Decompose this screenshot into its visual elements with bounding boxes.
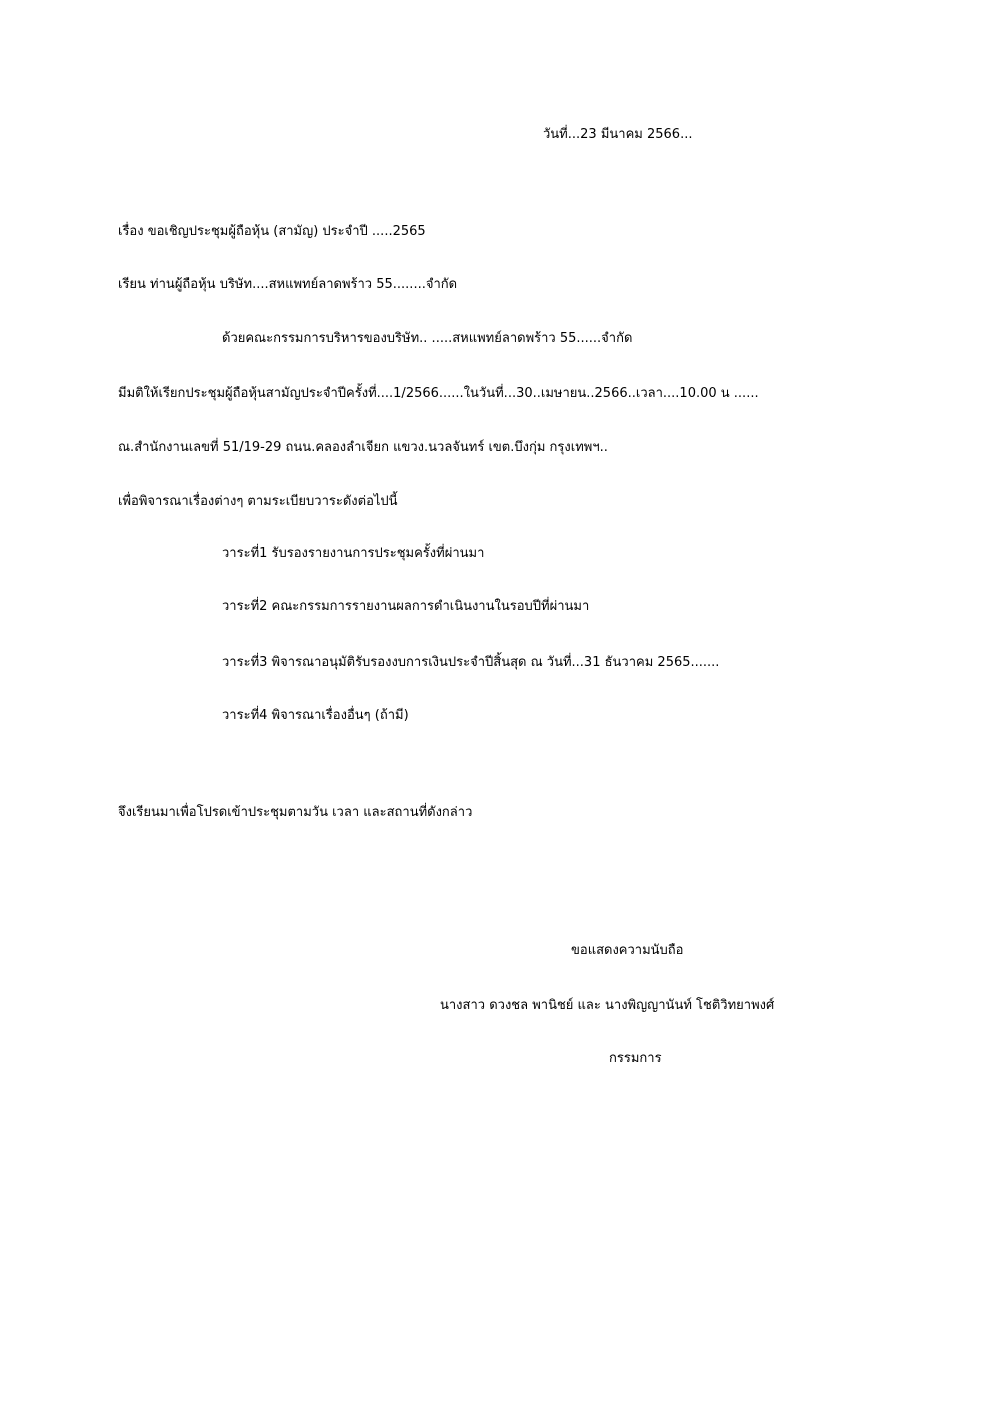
letter-date: วันที่...23 มีนาคม 2566... [543, 127, 693, 142]
agenda-item: วาระที่3 พิจารณาอนุมัติรับรองงบการเงินประจำปีสิ้นสุด ณ วันที่...31 ธันวาคม 2565....... [222, 655, 720, 670]
body-paragraph-meeting-time: มีมติให้เรียกประชุมผู้ถือหุ้นสามัญประจำปีครั้งที่....1/2566......ในวันที่...30..เมษายน..2566..เวลา....10.00 น ...... [118, 386, 759, 401]
body-paragraph-agenda-intro: เพื่อพิจารณาเรื่องต่างๆ ตามระเบียบวาระดังต่อไปนี้ [118, 494, 398, 509]
body-paragraph-intro: ด้วยคณะกรรมการบริหารของบริษัท.. .....สหแพทย์ลาดพร้าว 55......จำกัด [222, 331, 633, 346]
letter-signers: นางสาว ดวงชล พานิชย์ และ นางพิญญานันท์ โชติวิทยาพงศ์ [440, 998, 775, 1013]
signer-position: กรรมการ [609, 1051, 662, 1066]
letter-closing: จึงเรียนมาเพื่อโปรดเข้าประชุมตามวัน เวลา และสถานที่ดังกล่าว [118, 805, 473, 820]
body-paragraph-location: ณ.สำนักงานเลขที่ 51/19-29 ถนน.คลองลำเจียก แขวง.นวลจันทร์ เขต.บึงกุ่ม กรุงเทพฯ.. [118, 440, 608, 455]
agenda-item: วาระที่2 คณะกรรมการรายงานผลการดำเนินงานในรอบปีที่ผ่านมา [222, 599, 590, 614]
letter-salutation: เรียน ท่านผู้ถือหุ้น บริษัท....สหแพทย์ลาดพร้าว 55........จำกัด [118, 277, 458, 292]
letter-regards: ขอแสดงความนับถือ [571, 943, 684, 958]
letter-subject: เรื่อง ขอเชิญประชุมผู้ถือหุ้น (สามัญ) ประจำปี .....2565 [118, 224, 426, 239]
agenda-item: วาระที่4 พิจารณาเรื่องอื่นๆ (ถ้ามี) [222, 708, 409, 723]
agenda-item: วาระที่1 รับรองรายงานการประชุมครั้งที่ผ่านมา [222, 546, 485, 561]
